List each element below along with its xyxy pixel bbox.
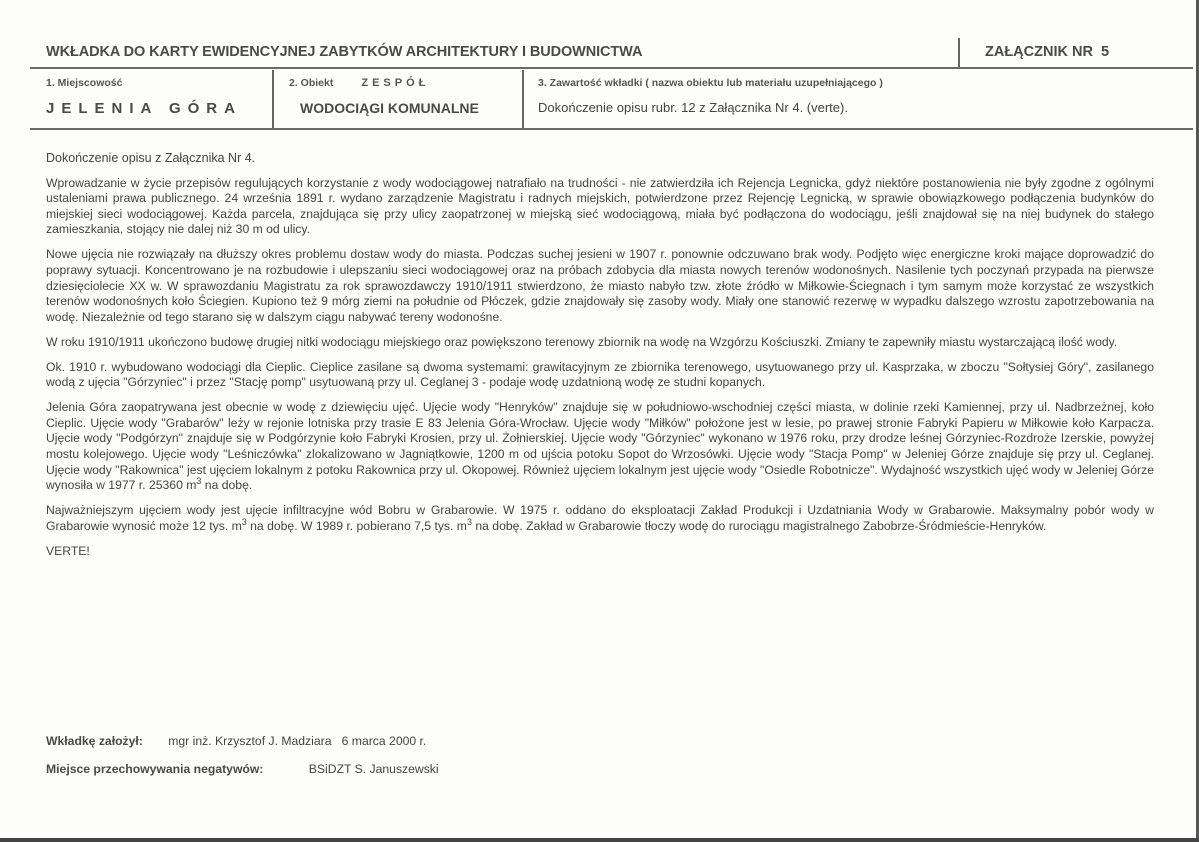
scan-edge-bottom <box>0 838 1199 842</box>
paragraph <box>46 503 1154 534</box>
paragraph: W roku 1910/1911 ukończono budowę drugiej nitki wodociągu miejskiego oraz powiększono terenowy zbiornik na wodę na Wzgórzu Kościuszki. Zmiany te zapewniły miastu wystarczającą ilość wody. <box>46 334 1118 349</box>
author-value: mgr inż. Krzysztof J. Madziara 6 marca 2000 r. <box>168 734 427 748</box>
divider <box>522 70 524 129</box>
negatives-value: BSiDZT S. Januszewski <box>308 762 439 776</box>
divider <box>30 67 1193 69</box>
description-body <box>46 151 1154 569</box>
paragraph-text: Najważniejszym ujęciem wody jest ujęcie infiltracyjne wód Bobru w Grabarowie. W 1975 r. oddano do eksploatacji Zakład Produkcji i Uzdatniania Wody w Grabarowie. Maksymalny pobór wody w Grabarowie wynosić może 12 tys. m <box>46 503 1154 533</box>
paragraph-text: na dobę. W 1989 r. pobierano 7,5 tys. m <box>246 518 467 533</box>
divider <box>272 70 274 129</box>
negatives-label: Miejsce przechowywania negatywów: <box>46 762 264 776</box>
paragraph <box>46 400 1154 494</box>
paragraph: Nowe ujęcia nie rozwiązały na dłuższy okres problemu dostaw wody do miasta. Podczas suchej jesieni w 1907 r. ponownie odczuwano brak wody. Podjęto więc energiczne kroki mające doprowadzić do poprawy sytuacji. Koncentrowano je na rozbudowie i ulepszaniu sieci wodociągowej oraz na próbach zdobycia dla miasta nowych terenów wodonośnych. Nasilenie tych poczynań przypada na pierwsze dziesięciolecie XX w. W sprawozdaniu Magistratu za rok sprawozdawczy 1910/1911 stwierdzono, że miasto nabyło tzw. złote źródło w Miłkowie-Ściegnach i tym samym może korzystać ze wszystkich terenów wodonośnych koło Ściegien. Kupiono też 9 mórg ziemi na południe od Płóczek, gdzie znajdowały się zasoby wody. Miały one stanowić rezerwę w wypadku dalszego wzrostu zapotrzebowania na wodę. Niezależnie od tego starano się w dalszym ciągu nabywać tereny wodonośne. <box>46 247 1154 324</box>
paragraph: Wprowadzanie w życie przepisów regulujących korzystanie z wody wodociągowej natrafiało na trudności - nie zatwierdziła ich Rejencja Legnicka, gdyż niektóre postanowienia nie były zgodne z ogólnymi ustaleniami prawa publicznego. 24 września 1891 r. wydano zarządzenie Magistratu i radnych miejskich, potwierdzone przez Rejencję Legnicką, w sprawie obowiązkowego podłączenia budynków do miejskiej sieci wodociągowej. Każda parcela, znajdująca się przy ulicy zaopatrzonej w miejską sieć wodociągową, miała być podłączona do wodociągu, jeśli znajdował się na niej budynek do stałego zamieszkania, stojący nie dalej niż 30 m od ulicy. <box>46 175 1154 237</box>
superscript: 3 <box>466 516 472 527</box>
field-object-value: WODOCIĄGI KOMUNALNE <box>300 100 479 116</box>
superscript: 3 <box>196 476 202 487</box>
paragraph-text: na dobę. Zakład w Grabarowie tłoczy wodę do rurociągu magistralnego Zabobrze-Śródmieście-Henryków. <box>471 518 1047 533</box>
field-object-label-text: 2. Obiekt <box>289 77 334 89</box>
field-content-value: Dokończenie opisu rubr. 12 z Załącznika Nr 4. (verte). <box>538 100 848 115</box>
footer-negatives <box>46 762 439 776</box>
field-object-label <box>289 77 429 89</box>
field-locality-value: JELENIA GÓRA <box>46 100 242 117</box>
field-locality-label: 1. Miejscowość <box>46 77 123 89</box>
divider <box>958 38 960 68</box>
paragraph-text: na dobę. <box>201 478 253 493</box>
section-heading: Dokończenie opisu z Załącznika Nr 4. <box>46 151 256 165</box>
field-content-label: 3. Zawartość wkładki ( nazwa obiektu lub materiału uzupełniającego ) <box>538 77 883 89</box>
footer-author <box>46 734 426 748</box>
annex-number: ZAŁĄCZNIK NR 5 <box>985 44 1110 60</box>
document-title: WKŁADKA DO KARTY EWIDENCYJNEJ ZABYTKÓW ARCHITEKTURY I BUDOWNICTWA <box>46 44 643 60</box>
field-object-type: ZESPÓŁ <box>361 77 430 89</box>
paragraph-text: Jelenia Góra zaopatrywana jest obecnie w wodę z dziewięciu ujęć. Ujęcie wody "Henryków" znajduje się w południowo-wschodniej części miasta, w dolinie rzeki Kamiennej, przy ul. Nadbrzeżnej, koło Cieplic. Ujęcie wody "Grabarów" leży w rejonie lotniska przy trasie E 83 Jelenia Góra-Wrocław. Ujęcie wody "Miłków" położone jest w lesie, po prawej stronie Fabryki Papieru w Miłkowie koło Karpacza. Ujęcie wody "Podgórzyn" znajduje się w Podgórzynie koło Fabryki Krosien, przy ul. Żołnierskiej. Ujęcie wody "Górzyniec" wykonano w 1976 roku, przy drodze leśnej Górzyniec-Rozdroże Izerskie, powyżej mostu kolejowego. Ujęcie wody "Leśniczówka" zlokalizowano w Jagniątkowie, 1200 m od ujścia potoku Sopot do Wrzosówki. Ujęcie wody "Stacja Pomp" w Jeleniej Górze znajduje się przy ul. Ceglanej. Ujęcie wody "Rakownica" jest ujęciem lokalnym z potoku Rakownica przy ul. Okopowej. Również ujęciem lokalnym jest ujęcie wody "Osiedle Robotnicze". Wydajność wszystkich ujęć wody w Jeleniej Górze wynosiła w 1977 r. 25360 m <box>46 400 1154 493</box>
paragraph: Ok. 1910 r. wybudowano wodociągi dla Cieplic. Cieplice zasilane są dwoma systemami: grawitacyjnym ze zbiornika terenowego, usytuowanego przy ul. Kasprzaka, w zboczu "Sołtysiej Góry", zasilanego wodą z ujęcia "Górzyniec" i przez "Stację pomp" usytuowaną przy ul. Ceglanej 3 - podaje wodę uzdatnioną wodę ze studni kopanych. <box>46 359 1154 390</box>
verte-note: VERTE! <box>46 543 90 558</box>
superscript: 3 <box>241 516 247 527</box>
divider <box>30 128 1193 130</box>
author-label: Wkładkę założył: <box>46 734 143 748</box>
